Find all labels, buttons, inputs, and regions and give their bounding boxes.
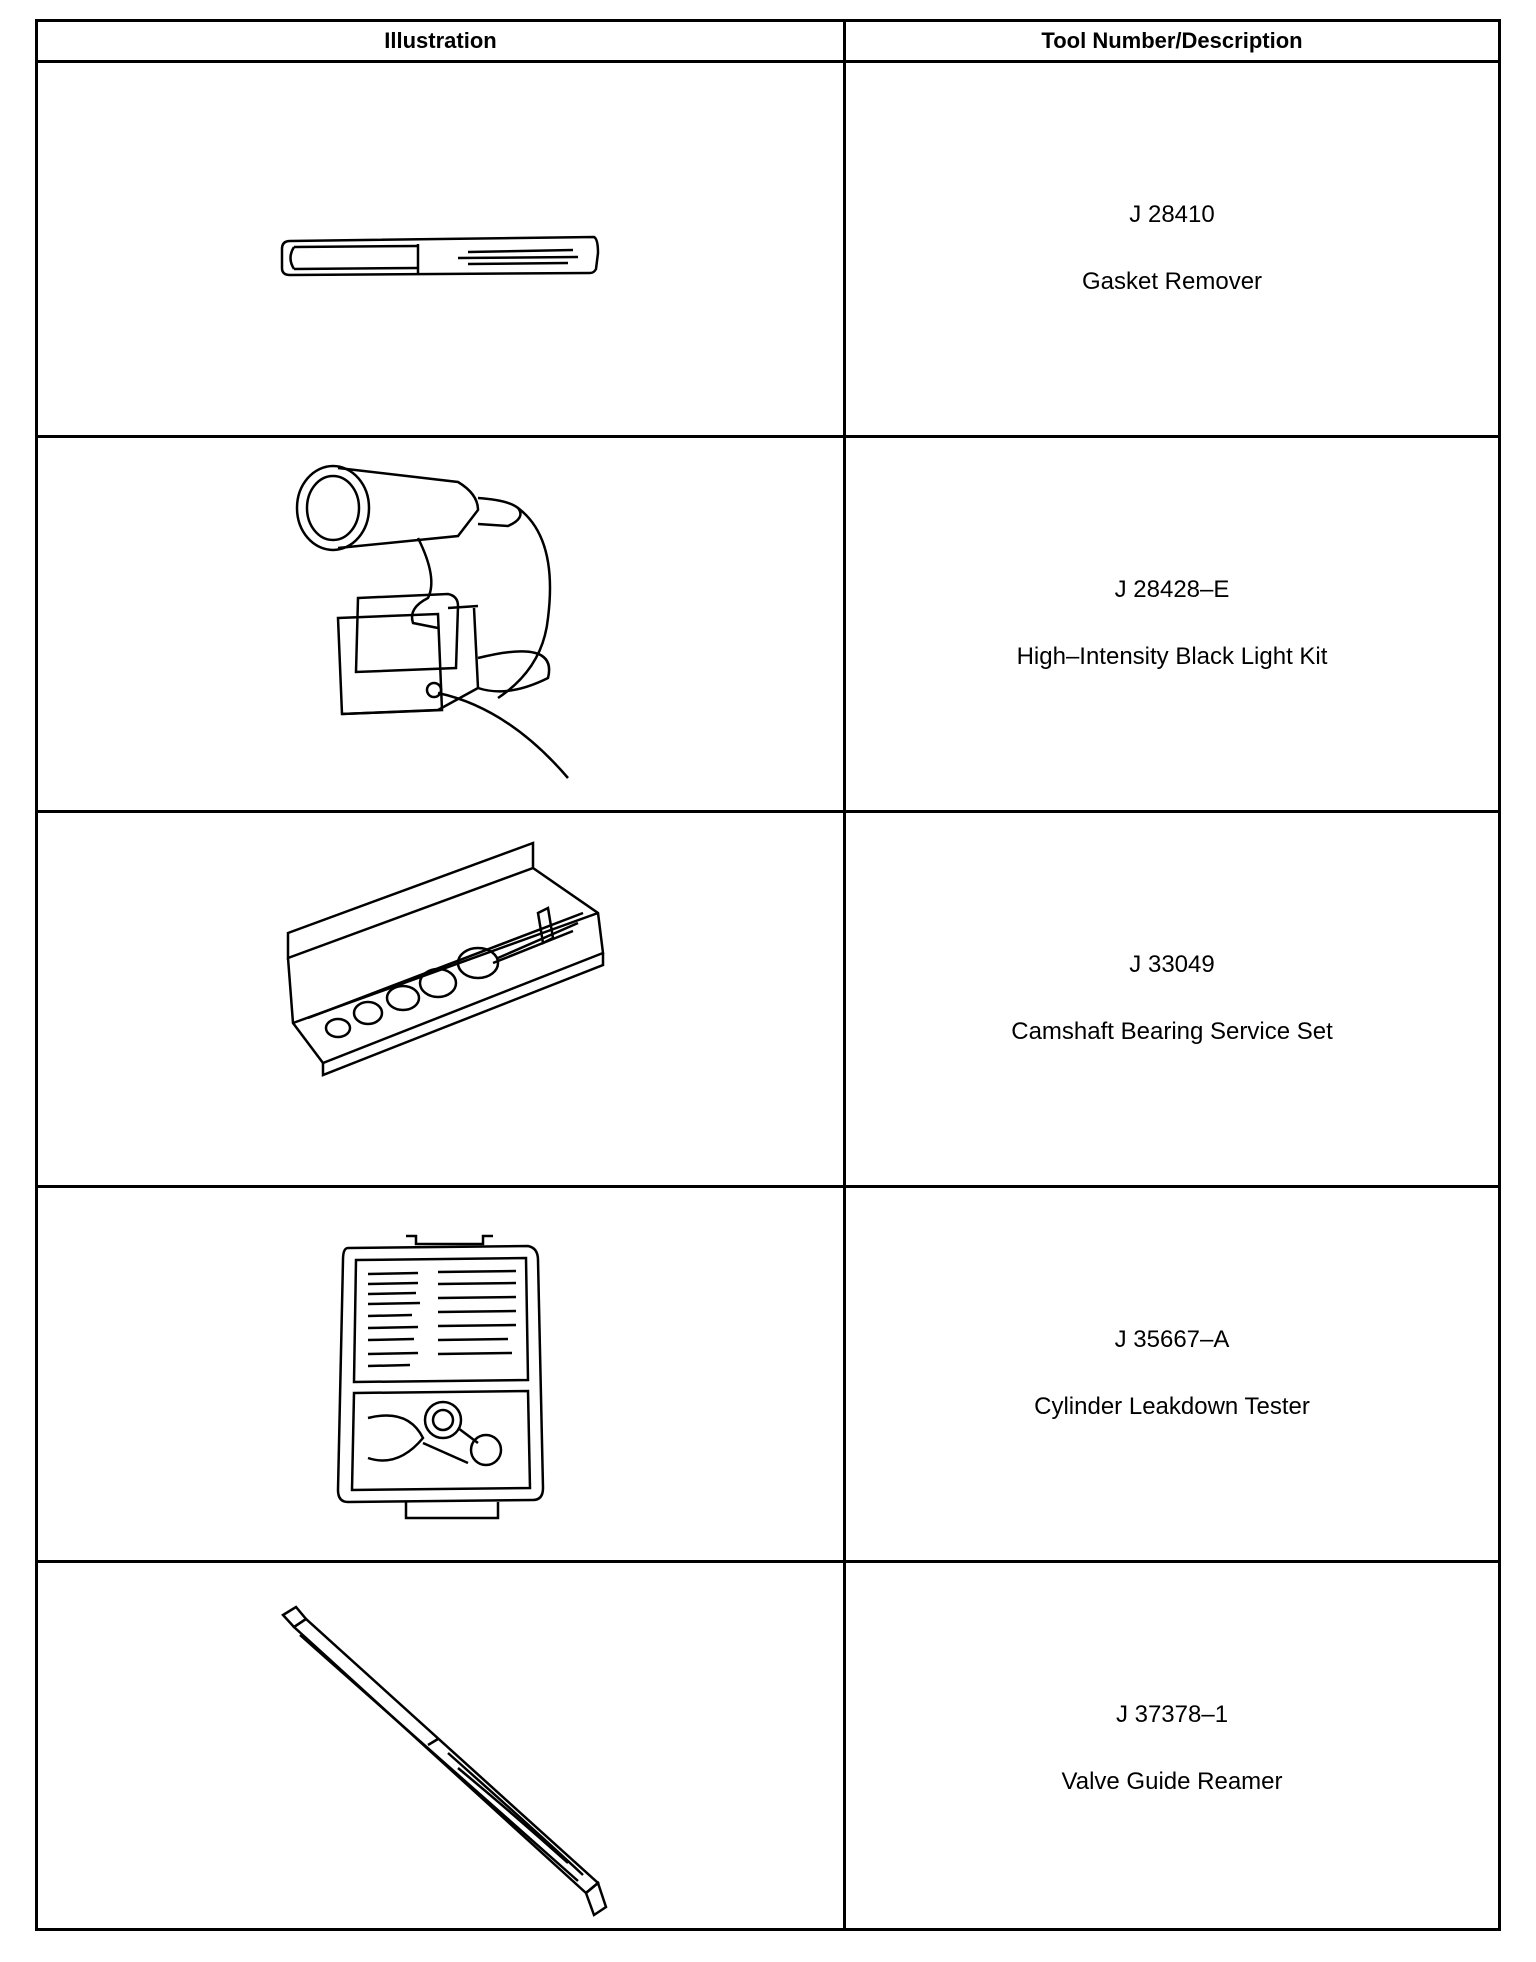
tool-description-cell [846,1188,1498,1560]
table-row [38,1188,1498,1563]
table-header [38,22,1498,63]
header-illustration: Illustration [384,28,497,53]
tool-name: Gasket Remover [1081,268,1263,295]
tool-name: Cylinder Leakdown Tester [1034,1393,1310,1420]
tool-description-cell [846,1563,1498,1935]
tool-number: J 33049 [1129,951,1215,978]
tool-number: J 28410 [1129,201,1215,228]
tool-name: Valve Guide Reamer [1061,1768,1283,1795]
tool-description-cell [846,63,1498,435]
tool-number: J 35667–A [1114,1326,1230,1353]
tool-description-cell [846,438,1498,810]
tool-name: Camshaft Bearing Service Set [1011,1018,1333,1045]
table-row [38,63,1498,438]
tool-name: High–Intensity Black Light Kit [1016,643,1328,670]
leakdown-tester-illustration [38,1188,843,1560]
header-tool-number-description: Tool Number/Description [1041,28,1303,53]
tool-number: J 37378–1 [1115,1701,1229,1728]
tool-description-cell [846,813,1498,1185]
valve-guide-reamer-illustration [38,1563,843,1935]
special-tools-table [35,19,1501,1931]
tool-number: J 28428–E [1114,576,1230,603]
column-divider [843,22,846,1928]
table-row [38,813,1498,1188]
table-row [38,438,1498,813]
gasket-remover-illustration [38,63,843,435]
black-light-kit-illustration [38,438,843,810]
table-row [38,1563,1498,1938]
camshaft-bearing-set-illustration [38,813,843,1185]
